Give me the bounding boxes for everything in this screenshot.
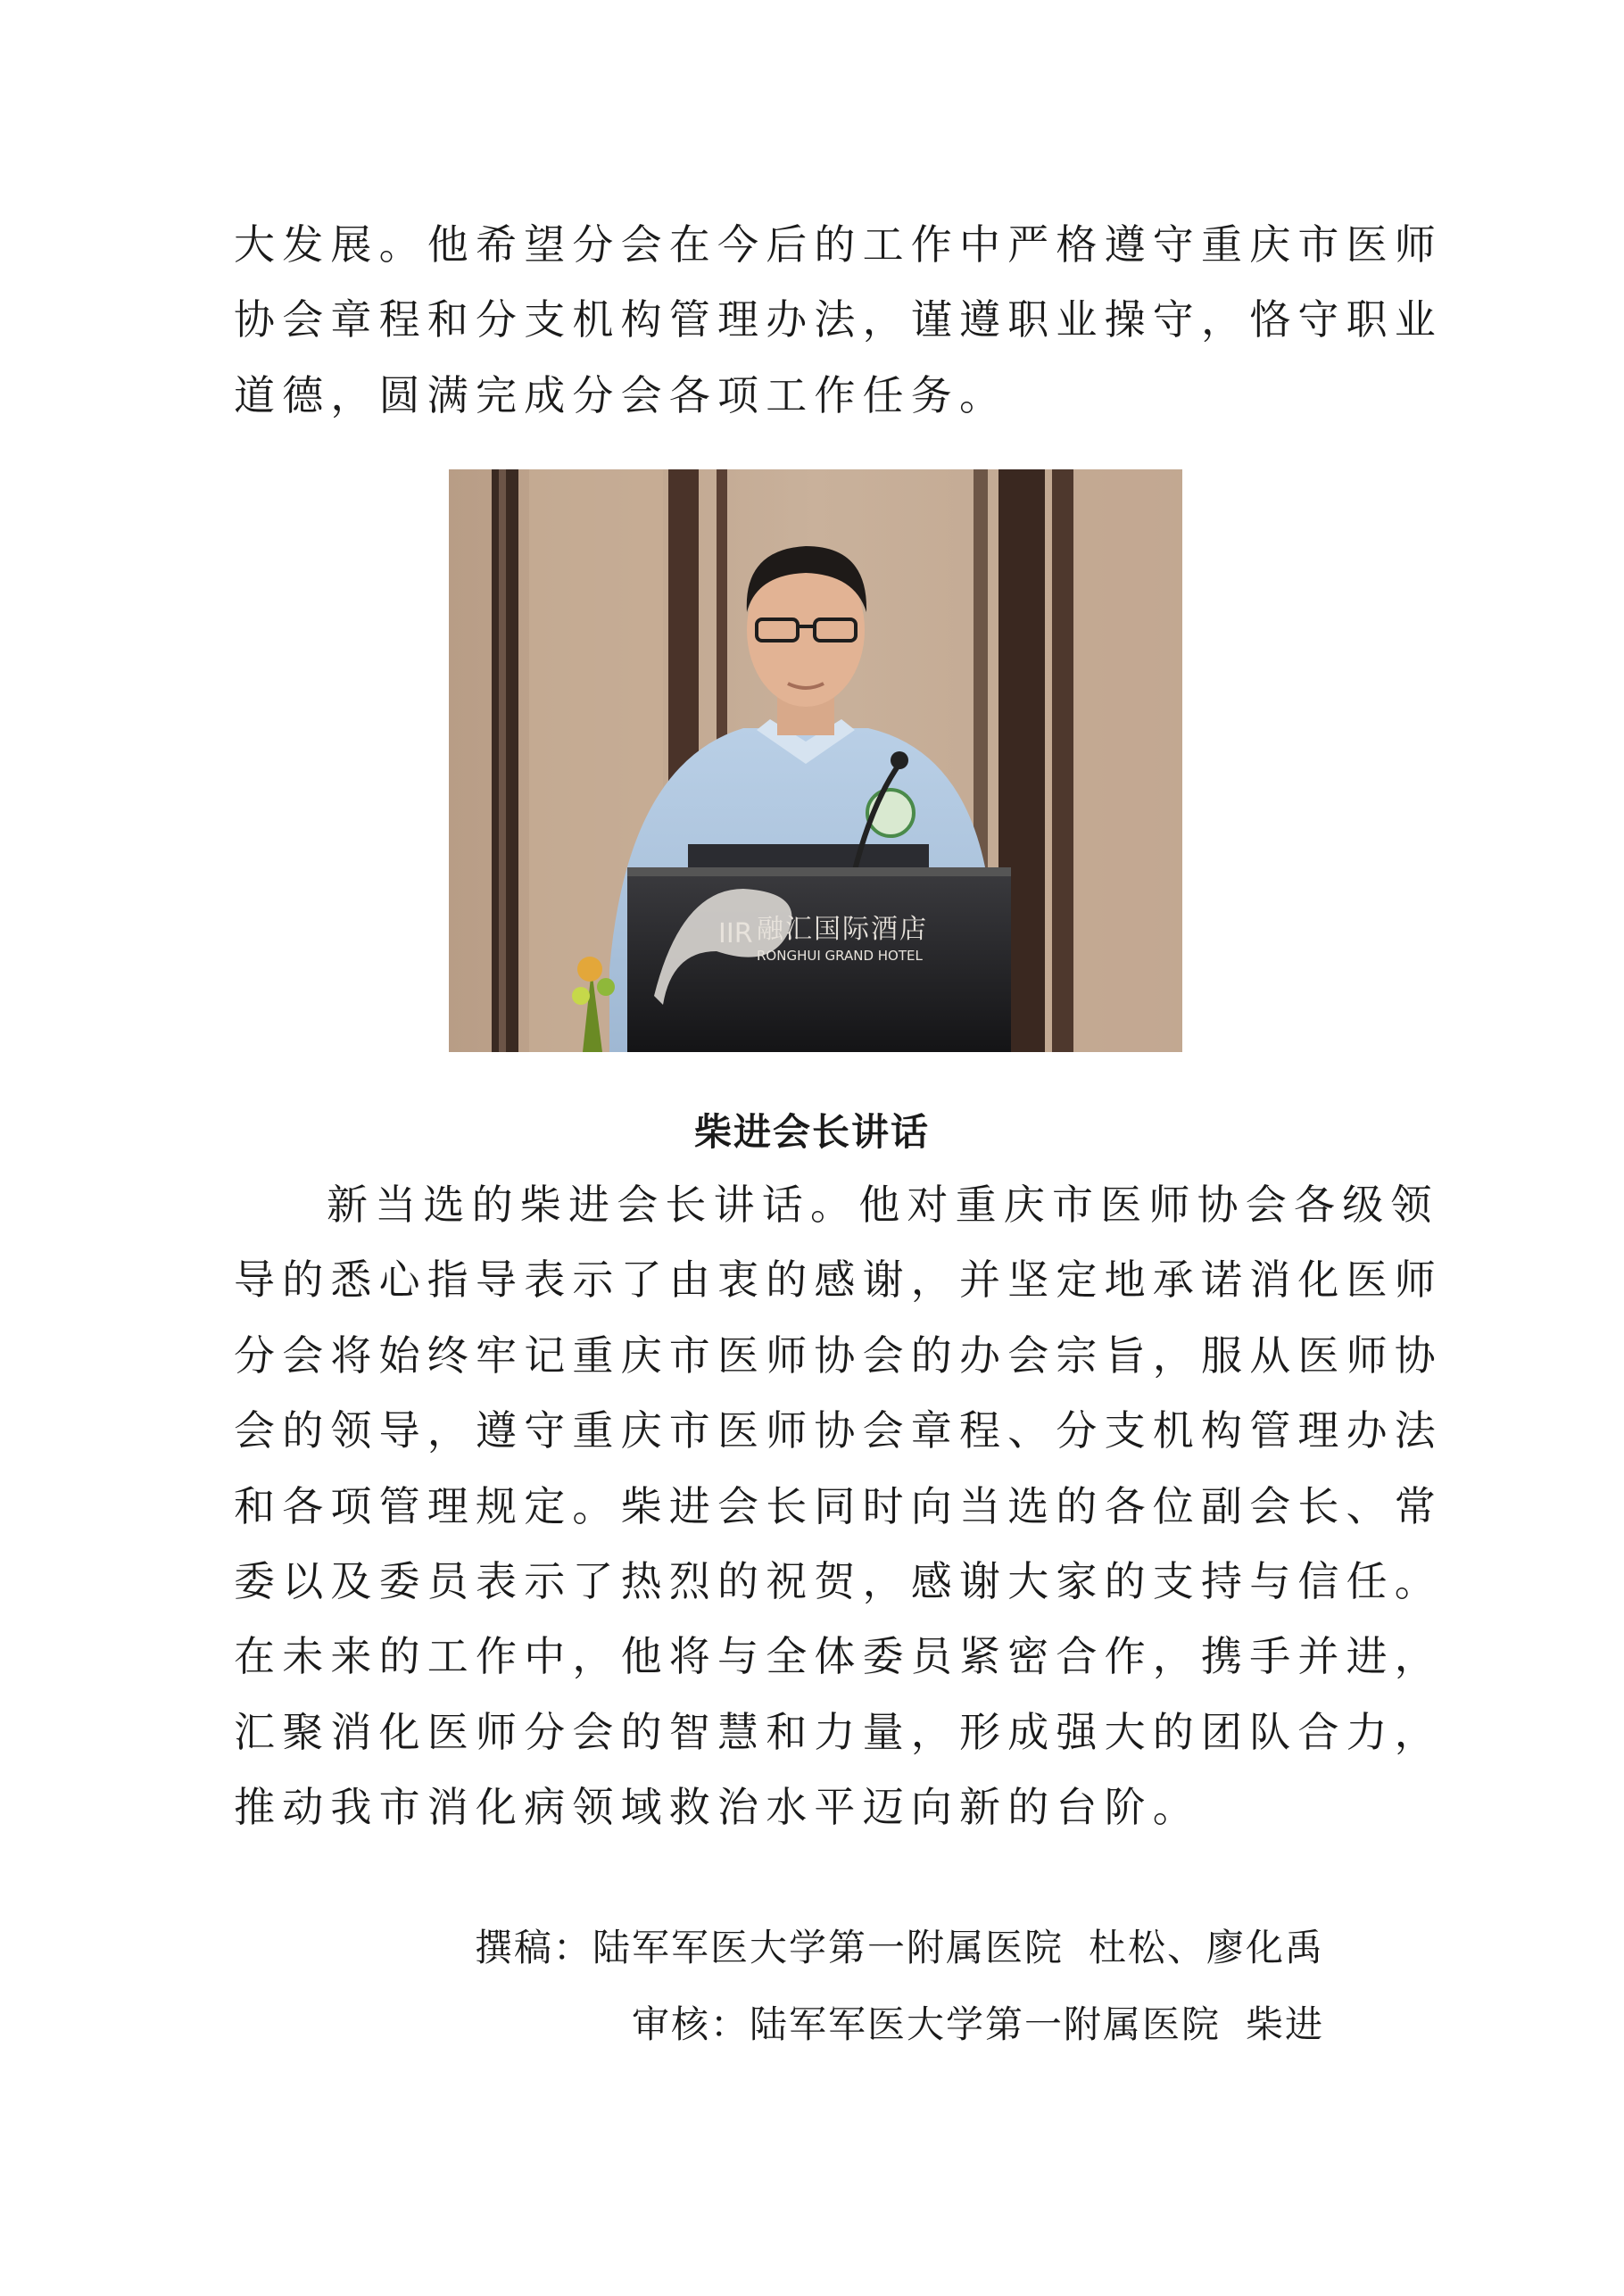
paragraph-line: 会的领导，遵守重庆市医师协会章程、分支机构管理办法 [234, 1406, 1443, 1455]
reviewer-credit [632, 1995, 1324, 2049]
paragraph-line: 汇聚消化医师分会的智慧和力量，形成强大的团队合力， [234, 1707, 1443, 1756]
speaker-photo [449, 469, 1182, 1052]
paragraph-line: 和各项管理规定。柴进会长同时向当选的各位副会长、常 [234, 1481, 1443, 1530]
speaker-photo-illustration [449, 469, 1182, 1052]
podium-logo: IIR [718, 918, 753, 949]
author-credit-label: 撰稿：陆军军医大学第一附属医院 [474, 1926, 1064, 1969]
reviewer-credit-label: 审核：陆军军医大学第一附属医院 [631, 2002, 1221, 2046]
podium-sign-chinese: 融汇国际酒店 [757, 914, 928, 945]
photo-caption: 柴进会长讲话 [693, 1110, 930, 1154]
reviewer-credit-names: 柴进 [1245, 2002, 1324, 2046]
paragraph-line: 导的悉心指导表示了由衷的感谢，并坚定地承诺消化医师 [234, 1256, 1443, 1305]
author-credit [475, 1919, 1324, 1972]
paragraph-continued [234, 207, 1443, 433]
paragraph-main [234, 1167, 1443, 1845]
author-credit-names: 杜松、廖化禹 [1088, 1926, 1324, 1969]
podium-sign-english: RONGHUI GRAND HOTEL [757, 948, 923, 964]
paragraph-line: 协会章程和分支机构管理办法，谨遵职业操守，恪守职业 [234, 295, 1443, 344]
paragraph-line: 在未来的工作中，他将与全体委员紧密合作，携手并进， [234, 1632, 1443, 1681]
paragraph-line: 分会将始终牢记重庆市医师协会的办会宗旨，服从医师协 [234, 1330, 1443, 1380]
paragraph-line: 道德，圆满完成分会各项工作任务。 [234, 370, 1008, 419]
paragraph-line: 大发展。他希望分会在今后的工作中严格遵守重庆市医师 [234, 220, 1443, 269]
paragraph-line: 推动我市消化病领域救治水平迈向新的台阶。 [234, 1783, 1201, 1832]
paragraph-line: 委以及委员表示了热烈的祝贺，感谢大家的支持与信任。 [234, 1557, 1443, 1606]
paragraph-line: 新当选的柴进会长讲话。他对重庆市医师协会各级领 [327, 1181, 1439, 1229]
